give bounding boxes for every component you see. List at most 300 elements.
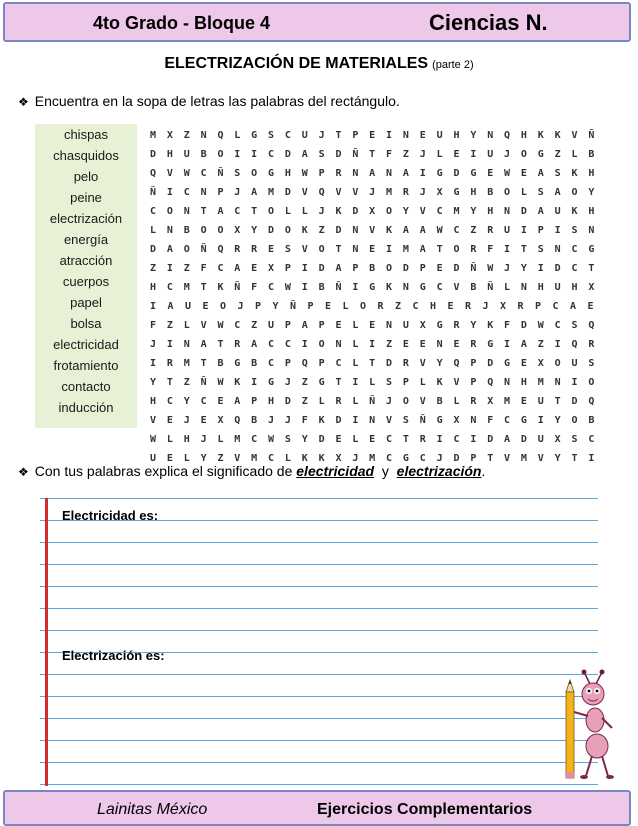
grid-letter: H (588, 168, 595, 179)
grid-letter: Q (588, 320, 595, 331)
grid-letter: W (504, 168, 511, 179)
margin-line (45, 498, 48, 786)
grid-letter: N (402, 130, 409, 141)
grid-letter: S (284, 434, 291, 445)
ruled-line (40, 784, 598, 785)
word-list-item: bolsa (70, 316, 102, 331)
grid-letter: E (447, 301, 454, 312)
grid-letter: J (352, 453, 359, 464)
grid-letter: X (487, 396, 494, 407)
grid-letter: W (217, 377, 224, 388)
grid-letter: Q (150, 168, 157, 179)
grid-letter: W (301, 168, 308, 179)
grid-letter: A (537, 168, 544, 179)
grid-letter: H (520, 377, 527, 388)
grid-row (150, 411, 605, 430)
keyword-electricidad: electricidad (296, 463, 375, 479)
grid-letter: D (554, 263, 561, 274)
grid-letter: R (470, 339, 477, 350)
grid-letter: D (284, 396, 291, 407)
grid-letter: B (251, 415, 258, 426)
grid-letter: I (504, 244, 511, 255)
grid-letter: N (200, 187, 207, 198)
grid-letter: O (318, 339, 325, 350)
grid-letter: A (301, 320, 308, 331)
grid-letter: R (166, 358, 173, 369)
grid-letter: R (234, 339, 241, 350)
grid-letter: N (352, 168, 359, 179)
grid-letter: C (419, 453, 426, 464)
grid-letter: F (200, 263, 207, 274)
grid-row (150, 297, 605, 316)
grid-letter: Z (470, 225, 477, 236)
grid-row (150, 202, 605, 221)
grid-letter: M (251, 453, 258, 464)
grid-letter: N (386, 320, 393, 331)
grid-letter: N (554, 377, 561, 388)
grid-letter: D (487, 434, 494, 445)
word-list-item: energía (63, 232, 109, 247)
grid-letter: S (571, 434, 578, 445)
grid-letter: W (150, 434, 157, 445)
grid-letter: S (386, 377, 393, 388)
grid-letter: P (318, 358, 325, 369)
grid-letter: H (430, 301, 437, 312)
grid-letter: R (419, 434, 426, 445)
grid-letter: Y (470, 206, 477, 217)
grid-letter: K (537, 130, 544, 141)
grid-letter: S (537, 187, 544, 198)
grid-letter: E (251, 263, 258, 274)
grid-letter: E (369, 130, 376, 141)
grid-letter: H (470, 187, 477, 198)
grid-letter: M (504, 396, 511, 407)
grid-letter: N (183, 206, 190, 217)
grid-letter: V (150, 415, 157, 426)
grid-letter: I (386, 130, 393, 141)
grid-letter: T (200, 206, 207, 217)
grid-letter: E (419, 339, 426, 350)
grid-letter: N (470, 415, 477, 426)
grid-letter: P (419, 263, 426, 274)
grid-letter: T (335, 377, 342, 388)
footer-author: Lainitas México (97, 801, 208, 818)
grid-letter: D (520, 434, 527, 445)
grid-letter: Z (301, 377, 308, 388)
grid-letter: C (234, 320, 241, 331)
grid-letter: C (504, 415, 511, 426)
grid-letter: R (465, 301, 472, 312)
grid-letter: D (284, 187, 291, 198)
grid-letter: T (335, 244, 342, 255)
grid-letter: G (487, 339, 494, 350)
grid-letter: V (234, 453, 241, 464)
grid-letter: L (352, 396, 359, 407)
grid-letter: J (318, 206, 325, 217)
grid-letter: D (318, 263, 325, 274)
grid-letter: A (234, 263, 241, 274)
grid-letter: G (268, 168, 275, 179)
grid-letter: L (352, 434, 359, 445)
grid-letter: S (571, 320, 578, 331)
grid-letter: F (487, 415, 494, 426)
grid-letter: A (167, 301, 174, 312)
grid-letter: D (150, 149, 157, 160)
grid-letter: Q (588, 396, 595, 407)
grid-letter: Y (251, 225, 258, 236)
grid-letter: A (402, 225, 409, 236)
word-list-item: atracción (59, 253, 113, 268)
grid-letter: E (202, 301, 209, 312)
grid-letter: N (504, 206, 511, 217)
grid-letter: Z (386, 339, 393, 350)
grid-letter: K (301, 453, 308, 464)
grid-letter: A (251, 187, 258, 198)
grid-letter: Z (301, 396, 308, 407)
grid-letter: E (369, 434, 376, 445)
grid-row (150, 392, 605, 411)
grid-letter: R (453, 320, 460, 331)
grid-letter: B (369, 263, 376, 274)
grid-letter: I (537, 263, 544, 274)
grid-letter: V (537, 453, 544, 464)
grid-letter: S (268, 130, 275, 141)
grid-letter: D (352, 206, 359, 217)
grid-letter: L (284, 453, 291, 464)
grid-letter: V (301, 244, 308, 255)
grid-letter: Ñ (470, 263, 477, 274)
grid-letter: Ñ (352, 149, 359, 160)
grid-letter: J (504, 149, 511, 160)
grid-letter: S (588, 358, 595, 369)
grid-letter: P (255, 301, 262, 312)
word-list-box (35, 124, 137, 428)
instruction-post: . (481, 463, 486, 479)
grid-letter: D (284, 149, 291, 160)
grid-letter: N (436, 339, 443, 350)
grid-letter: C (284, 339, 291, 350)
grid-letter: B (251, 358, 258, 369)
grid-letter: N (487, 130, 494, 141)
grid-letter: N (554, 244, 561, 255)
grid-letter: I (386, 244, 393, 255)
ant-with-pencil-illustration (560, 668, 620, 783)
grid-letter: C (150, 206, 157, 217)
grid-letter: M (520, 453, 527, 464)
grid-letter: U (504, 225, 511, 236)
grid-letter: M (453, 206, 460, 217)
grid-letter: R (335, 396, 342, 407)
grid-letter: A (520, 339, 527, 350)
grid-letter: W (537, 320, 544, 331)
grid-letter: Z (183, 263, 190, 274)
grid-letter: Ñ (234, 282, 241, 293)
grid-letter: E (436, 263, 443, 274)
grid-letter: Ñ (487, 282, 494, 293)
grid-letter: B (487, 187, 494, 198)
grid-letter: I (419, 168, 426, 179)
grid-letter: F (150, 320, 157, 331)
grid-letter: O (554, 358, 561, 369)
grid-letter: D (386, 358, 393, 369)
grid-letter: P (251, 396, 258, 407)
grid-letter: U (537, 396, 544, 407)
grid-letter: Z (402, 149, 409, 160)
title-part: (parte 2) (432, 59, 474, 71)
grid-letter: M (150, 130, 157, 141)
grid-letter: M (183, 282, 190, 293)
grid-letter: C (412, 301, 419, 312)
grid-letter: T (571, 453, 578, 464)
grid-letter: J (482, 301, 489, 312)
grid-letter: J (419, 187, 426, 198)
grid-letter: D (520, 206, 527, 217)
grid-letter: Z (217, 453, 224, 464)
grid-letter: C (436, 282, 443, 293)
grid-letter: O (318, 244, 325, 255)
ruled-line (40, 498, 598, 499)
grid-letter: P (284, 358, 291, 369)
grid-letter: J (284, 377, 291, 388)
instruction-word-search (18, 93, 400, 109)
grid-letter: M (268, 187, 275, 198)
grid-letter: E (487, 168, 494, 179)
grid-letter: I (571, 377, 578, 388)
grid-letter: C (251, 434, 258, 445)
grid-letter: H (166, 149, 173, 160)
grid-letter: Q (571, 339, 578, 350)
grid-row (150, 354, 605, 373)
grid-letter: N (352, 225, 359, 236)
grid-letter: O (571, 187, 578, 198)
grid-letter: T (402, 434, 409, 445)
grid-letter: G (419, 282, 426, 293)
grid-letter: Y (520, 263, 527, 274)
grid-letter: I (150, 358, 157, 369)
grid-letter: Z (183, 377, 190, 388)
instruction-pre: Con tus palabras explica el significado de (34, 463, 297, 479)
grid-letter: M (402, 244, 409, 255)
grid-letter: A (554, 187, 561, 198)
grid-letter: A (251, 339, 258, 350)
grid-letter: Q (217, 244, 224, 255)
grid-letter: Y (183, 396, 190, 407)
grid-letter: J (318, 130, 325, 141)
grid-letter: T (588, 263, 595, 274)
grid-letter: X (335, 453, 342, 464)
grid-letter: K (487, 320, 494, 331)
ruled-line (40, 608, 598, 609)
grid-letter: K (301, 225, 308, 236)
grid-letter: T (369, 358, 376, 369)
grid-letter: J (386, 396, 393, 407)
grid-letter: D (453, 168, 460, 179)
grid-letter: G (520, 415, 527, 426)
grid-letter: O (360, 301, 367, 312)
grid-row (150, 316, 605, 335)
word-list-item: chispas (63, 127, 109, 142)
grid-letter: C (166, 396, 173, 407)
grid-letter: W (183, 168, 190, 179)
grid-letter: A (537, 206, 544, 217)
grid-letter: D (335, 415, 342, 426)
grid-letter: K (571, 168, 578, 179)
grid-letter: I (166, 187, 173, 198)
grid-letter: C (200, 396, 207, 407)
grid-letter: O (520, 149, 527, 160)
grid-letter: R (517, 301, 524, 312)
grid-letter: I (537, 415, 544, 426)
grid-letter: V (419, 206, 426, 217)
grid-letter: X (588, 282, 595, 293)
grid-letter: K (386, 225, 393, 236)
grid-letter: F (487, 244, 494, 255)
grid-letter: W (487, 263, 494, 274)
grid-letter: X (500, 301, 507, 312)
grid-letter: M (234, 434, 241, 445)
grid-letter: E (335, 434, 342, 445)
grid-letter: H (453, 130, 460, 141)
grid-letter: Q (301, 358, 308, 369)
grid-letter: N (504, 377, 511, 388)
grid-letter: I (166, 263, 173, 274)
grid-letter: N (335, 339, 342, 350)
grid-letter: K (335, 206, 342, 217)
word-list-item: electricidad (53, 337, 119, 352)
grid-letter: O (386, 206, 393, 217)
word-list-item: pelo (73, 169, 99, 184)
grid-letter: W (436, 225, 443, 236)
grid-letter: J (504, 263, 511, 274)
grid-letter: D (335, 225, 342, 236)
grid-letter: E (200, 415, 207, 426)
grid-letter: Ñ (369, 396, 376, 407)
grid-letter: G (436, 415, 443, 426)
grid-letter: V (453, 377, 460, 388)
grid-letter: N (352, 244, 359, 255)
grid-letter: V (352, 187, 359, 198)
grid-letter: B (183, 225, 190, 236)
grid-letter: U (185, 301, 192, 312)
grid-letter: U (571, 358, 578, 369)
grid-letter: C (386, 453, 393, 464)
grid-letter: G (453, 187, 460, 198)
grid-letter: Ñ (290, 301, 297, 312)
ruled-line (40, 718, 598, 719)
grid-letter: E (325, 301, 332, 312)
grid-letter: H (150, 396, 157, 407)
grid-letter: C (453, 434, 460, 445)
grid-letter: D (150, 244, 157, 255)
grid-letter: L (166, 434, 173, 445)
grid-letter: P (470, 377, 477, 388)
grid-letter: G (234, 358, 241, 369)
grid-row (150, 145, 605, 164)
ruled-line (40, 586, 598, 587)
grid-letter: K (436, 377, 443, 388)
grid-letter: R (335, 168, 342, 179)
grid-letter: V (386, 415, 393, 426)
grid-letter: L (352, 358, 359, 369)
grid-letter: A (419, 225, 426, 236)
grid-letter: G (318, 377, 325, 388)
grid-letter: L (318, 396, 325, 407)
grid-letter: O (251, 168, 258, 179)
grid-letter: O (183, 244, 190, 255)
grid-letter: J (234, 187, 241, 198)
grid-letter: L (419, 377, 426, 388)
grid-letter: U (554, 282, 561, 293)
grid-letter: C (166, 282, 173, 293)
grid-letter: D (520, 320, 527, 331)
ruled-line (40, 542, 598, 543)
grid-letter: T (166, 377, 173, 388)
grid-letter: U (554, 206, 561, 217)
diamond-bullet-icon: ❖ (18, 465, 29, 479)
grid-letter: X (166, 130, 173, 141)
grid-letter: I (352, 377, 359, 388)
grid-letter: Z (166, 320, 173, 331)
grid-letter: H (183, 434, 190, 445)
grid-letter: J (284, 415, 291, 426)
grid-letter: E (335, 320, 342, 331)
grid-letter: B (200, 149, 207, 160)
grid-letter: Z (150, 263, 157, 274)
grid-row (150, 335, 605, 354)
grid-letter: I (234, 149, 241, 160)
grid-letter: Y (554, 415, 561, 426)
grid-letter: L (504, 282, 511, 293)
grid-letter: V (166, 168, 173, 179)
grid-letter: C (268, 149, 275, 160)
grid-letter: I (588, 453, 595, 464)
grid-letter: E (587, 301, 594, 312)
grid-letter: B (436, 396, 443, 407)
page-footer (3, 790, 631, 826)
grid-letter: H (268, 396, 275, 407)
grid-letter: Y (470, 130, 477, 141)
grid-letter: G (268, 377, 275, 388)
grid-row (150, 164, 605, 183)
grid-letter: I (301, 263, 308, 274)
grid-letter: A (234, 396, 241, 407)
grid-letter: J (183, 415, 190, 426)
grid-letter: Q (504, 130, 511, 141)
grid-letter: Y (301, 434, 308, 445)
grid-letter: P (284, 263, 291, 274)
grid-letter: H (284, 168, 291, 179)
grid-letter: L (183, 453, 190, 464)
grid-letter: N (369, 415, 376, 426)
grid-letter: N (520, 282, 527, 293)
grid-letter: A (570, 301, 577, 312)
grid-letter: O (217, 149, 224, 160)
grid-letter: X (369, 206, 376, 217)
grid-letter: Y (470, 320, 477, 331)
grid-letter: T (217, 339, 224, 350)
grid-letter: E (166, 415, 173, 426)
diamond-bullet-icon: ❖ (18, 95, 29, 109)
grid-letter: C (268, 339, 275, 350)
grid-letter: J (369, 187, 376, 198)
grid-letter: T (251, 206, 258, 217)
ruled-line (40, 762, 598, 763)
grid-letter: C (284, 130, 291, 141)
grid-letter: Q (487, 377, 494, 388)
grid-letter: E (520, 396, 527, 407)
grid-letter: T (335, 130, 342, 141)
grid-letter: N (386, 168, 393, 179)
